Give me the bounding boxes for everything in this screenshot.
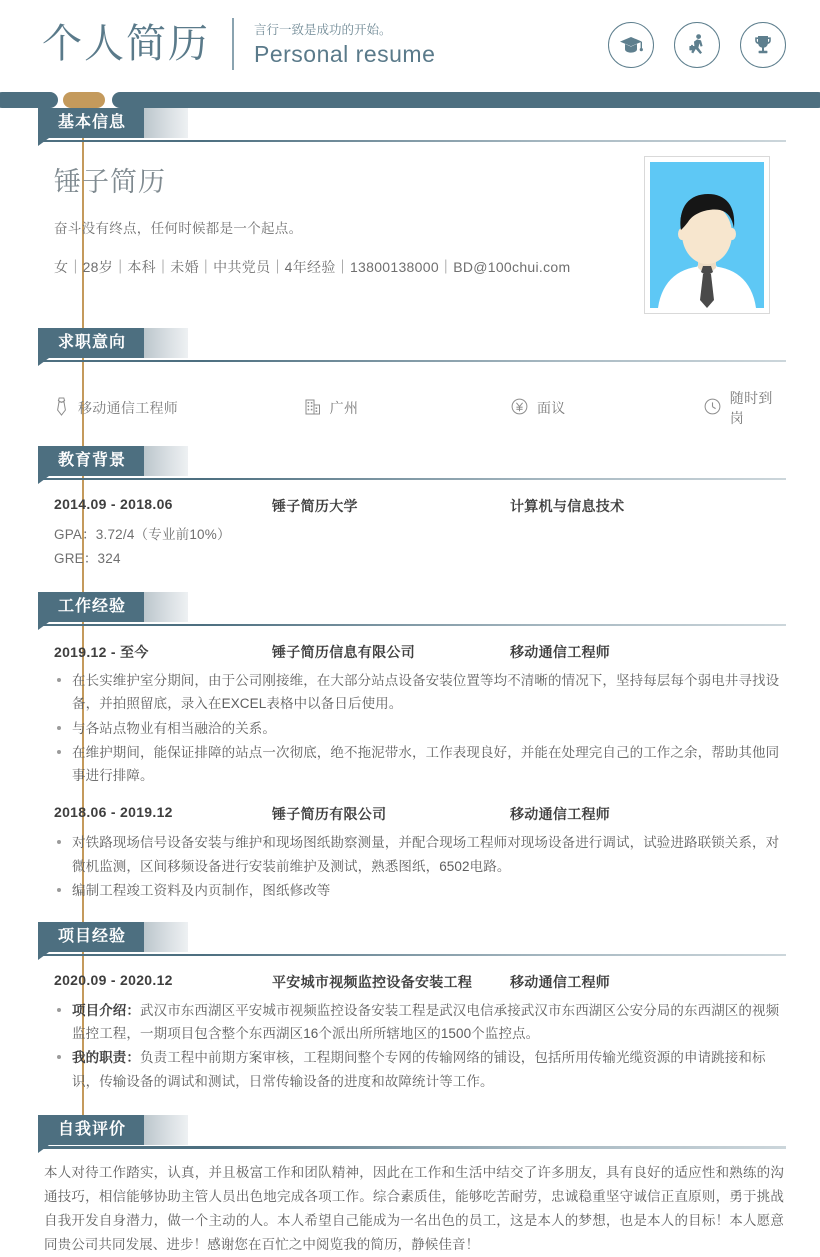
section-tab-gradient: [142, 328, 188, 358]
header-icon-group: [608, 22, 786, 68]
list-item: 在长实维护室分期间，由于公司刚接维，在大部分站点设备安装位置等均不清晰的情况下，坚持每层每个弱电井寻找设备，并拍照留底，录入在EXCEL表格中以备日后使用。: [54, 669, 784, 715]
necktie-icon: [54, 397, 69, 419]
education-gpa: GPA：3.72/4（专业前10%）: [54, 527, 231, 542]
education-date: 2014.09 - 2018.06: [54, 496, 173, 512]
page-header: [0, 0, 820, 88]
list-item: [54, 1046, 784, 1092]
section-rule: [38, 1146, 786, 1149]
section-tab-gradient: [142, 592, 188, 622]
header-tagline-en: Personal resume: [254, 40, 436, 67]
person-motto: 奋斗没有终点，任何时候都是一个起点。: [54, 221, 303, 236]
work-entry-header: [54, 804, 784, 824]
intention-city-label: 广州: [329, 400, 359, 416]
avatar-photo-frame: [644, 156, 770, 314]
section-title-work: 工作经验: [38, 592, 144, 622]
businessman-walking-icon: [674, 22, 720, 68]
list-item: 与各站点物业有相当融洽的关系。: [54, 717, 784, 740]
section-basic-info: [0, 108, 820, 314]
person-facts: 女｜28岁｜本科｜未婚｜中共党员｜4年经验｜13800138000｜BD@100chui.com: [54, 259, 571, 275]
section-education: [0, 446, 820, 570]
yuan-circle-icon: [511, 398, 528, 418]
intention-position: [54, 388, 305, 428]
section-header-evaluation: [38, 1115, 786, 1149]
avatar: [650, 162, 764, 308]
section-title-project: 项目经验: [38, 922, 144, 952]
person-name: 锤子简历: [54, 167, 166, 197]
intention-salary-label: 面议: [536, 400, 566, 416]
section-rule: [38, 360, 786, 363]
graduation-cap-icon: [608, 22, 654, 68]
header-title-block: [42, 18, 435, 70]
section-body-education: [54, 480, 784, 570]
project-name: 平安城市视频监控设备安装工程: [272, 974, 473, 990]
intention-salary: [511, 388, 704, 428]
section-rule: [38, 624, 786, 627]
project-bullet-text: 武汉市东西湖区平安城市视频监控设备安装工程是武汉电信承接武汉市东西湖区公安分局的东西湖区的视频监控工程，一期项目包含整个东西湖区16个派出所所辖地区的1500个监控点。: [72, 1003, 780, 1042]
work-company: 锤子简历有限公司: [272, 806, 387, 823]
intention-availability: [704, 388, 784, 428]
work-bullet-list: [54, 831, 784, 902]
clock-icon: [704, 398, 721, 418]
list-item: [54, 999, 784, 1045]
section-project-experience: [0, 922, 820, 1093]
section-rule: [38, 140, 786, 143]
project-bullet-list: [54, 999, 784, 1093]
section-tab-gradient: [142, 1115, 188, 1145]
education-major: 计算机与信息技术: [510, 498, 625, 514]
building-icon: [305, 398, 321, 418]
section-title-education: 教育背景: [38, 446, 144, 476]
project-entry-header: [54, 972, 784, 992]
education-gre: GRE：324: [54, 550, 121, 566]
section-tab-gradient: [142, 446, 188, 476]
section-title-evaluation: 自我评价: [38, 1115, 144, 1145]
work-date: 2019.12 - 至今: [54, 644, 149, 661]
project-role: 移动通信工程师: [510, 974, 611, 990]
section-tab-notch: [38, 358, 49, 366]
section-tab-notch: [38, 622, 49, 630]
self-evaluation-text: 本人对待工作踏实，认真，并且极富工作和团队精神，因此在工作和生活中结交了许多朋友，具有良好的适应性和熟练的沟通技巧，相信能够协助主管人员出色地完成各项工作。综合素质佳，能够吃苦耐劳，忠诚稳重坚守诚信正直原则，勇于挑战自我开发自身潜力，做一个主动的人。本人希望自己能成为一名出色的员工，这是本人的梦想，也是本人的目标！本人愿意同贵公司共同发展、进步！感谢您在百忙之中阅览我的简历，静候佳音！: [44, 1164, 784, 1252]
section-header-basic: [38, 108, 786, 142]
list-item: 编制工程竣工资料及内页制作，图纸修改等: [54, 879, 784, 902]
work-entry: [54, 804, 784, 902]
section-body-intention: [54, 362, 784, 428]
project-date: 2020.09 - 2020.12: [54, 972, 173, 988]
work-bullet-list: [54, 669, 784, 787]
header-rule-bar: [0, 92, 820, 108]
project-bullet-lead: 我的职责：: [72, 1050, 140, 1066]
project-bullet-lead: 项目介绍：: [72, 1003, 140, 1018]
trophy-icon: [740, 22, 786, 68]
section-job-intention: [0, 328, 820, 428]
rule-segment-left: [0, 92, 58, 108]
section-tab-notch: [38, 1145, 49, 1153]
header-tagline-cn: 言行一致是成功的开始。: [254, 22, 392, 37]
section-body-basic: [54, 142, 784, 314]
title-divider: [232, 18, 234, 70]
section-body-evaluation: [44, 1149, 784, 1257]
section-tab-notch: [38, 476, 49, 484]
work-date: 2018.06 - 2019.12: [54, 804, 173, 821]
section-title-basic: 基本信息: [38, 108, 144, 138]
education-entry-header: [54, 496, 784, 516]
section-work-experience: [0, 592, 820, 902]
section-body-work: [54, 626, 784, 902]
list-item: 在维护期间，能保证排障的站点一次彻底，绝不拖泥带水，工作表现良好，并能在处理完自己的工作之余，帮助其他同事进行排障。: [54, 741, 784, 787]
section-rule: [38, 478, 786, 481]
work-role: 移动通信工程师: [510, 644, 611, 661]
section-title-intention: 求职意向: [38, 328, 144, 358]
list-item: 对铁路现场信号设备安装与维护和现场图纸勘察测量，并配合现场工程师对现场设备进行调试，试验进路联锁关系，对微机监测，区间移频设备进行安装前维护及测试，熟悉图纸，6502电路。: [54, 831, 784, 877]
section-self-evaluation: [0, 1115, 820, 1257]
work-entry-header: [54, 642, 784, 662]
section-body-project: [54, 956, 784, 1093]
section-header-work: [38, 592, 786, 626]
page-title: 个人简历: [42, 22, 210, 66]
intention-position-label: 移动通信工程师: [78, 400, 179, 416]
section-header-education: [38, 446, 786, 480]
section-header-project: [38, 922, 786, 956]
section-tab-notch: [38, 138, 49, 146]
education-school: 锤子简历大学: [272, 498, 358, 514]
work-role: 移动通信工程师: [510, 806, 611, 823]
resume-content: [0, 108, 820, 1257]
intention-city: [305, 388, 511, 428]
rule-gold-pill: [63, 92, 105, 108]
section-tab-gradient: [142, 922, 188, 952]
section-rule: [38, 954, 786, 957]
section-header-intention: [38, 328, 786, 362]
section-tab-gradient: [142, 108, 188, 138]
rule-segment-right: [112, 92, 820, 108]
header-subtitle-block: [254, 21, 435, 67]
intention-availability-label: 随时到岗: [729, 390, 773, 426]
work-entry: [54, 642, 784, 787]
project-bullet-text: 负责工程中前期方案审核，工程期间整个专网的传输网络的铺设，包括所用传输光缆资源的申请跳接和标识，传输设备的调试和测试，日常传输设备的进度和故障统计等工作。: [72, 1050, 766, 1089]
work-company: 锤子简历信息有限公司: [272, 644, 415, 661]
section-tab-notch: [38, 952, 49, 960]
